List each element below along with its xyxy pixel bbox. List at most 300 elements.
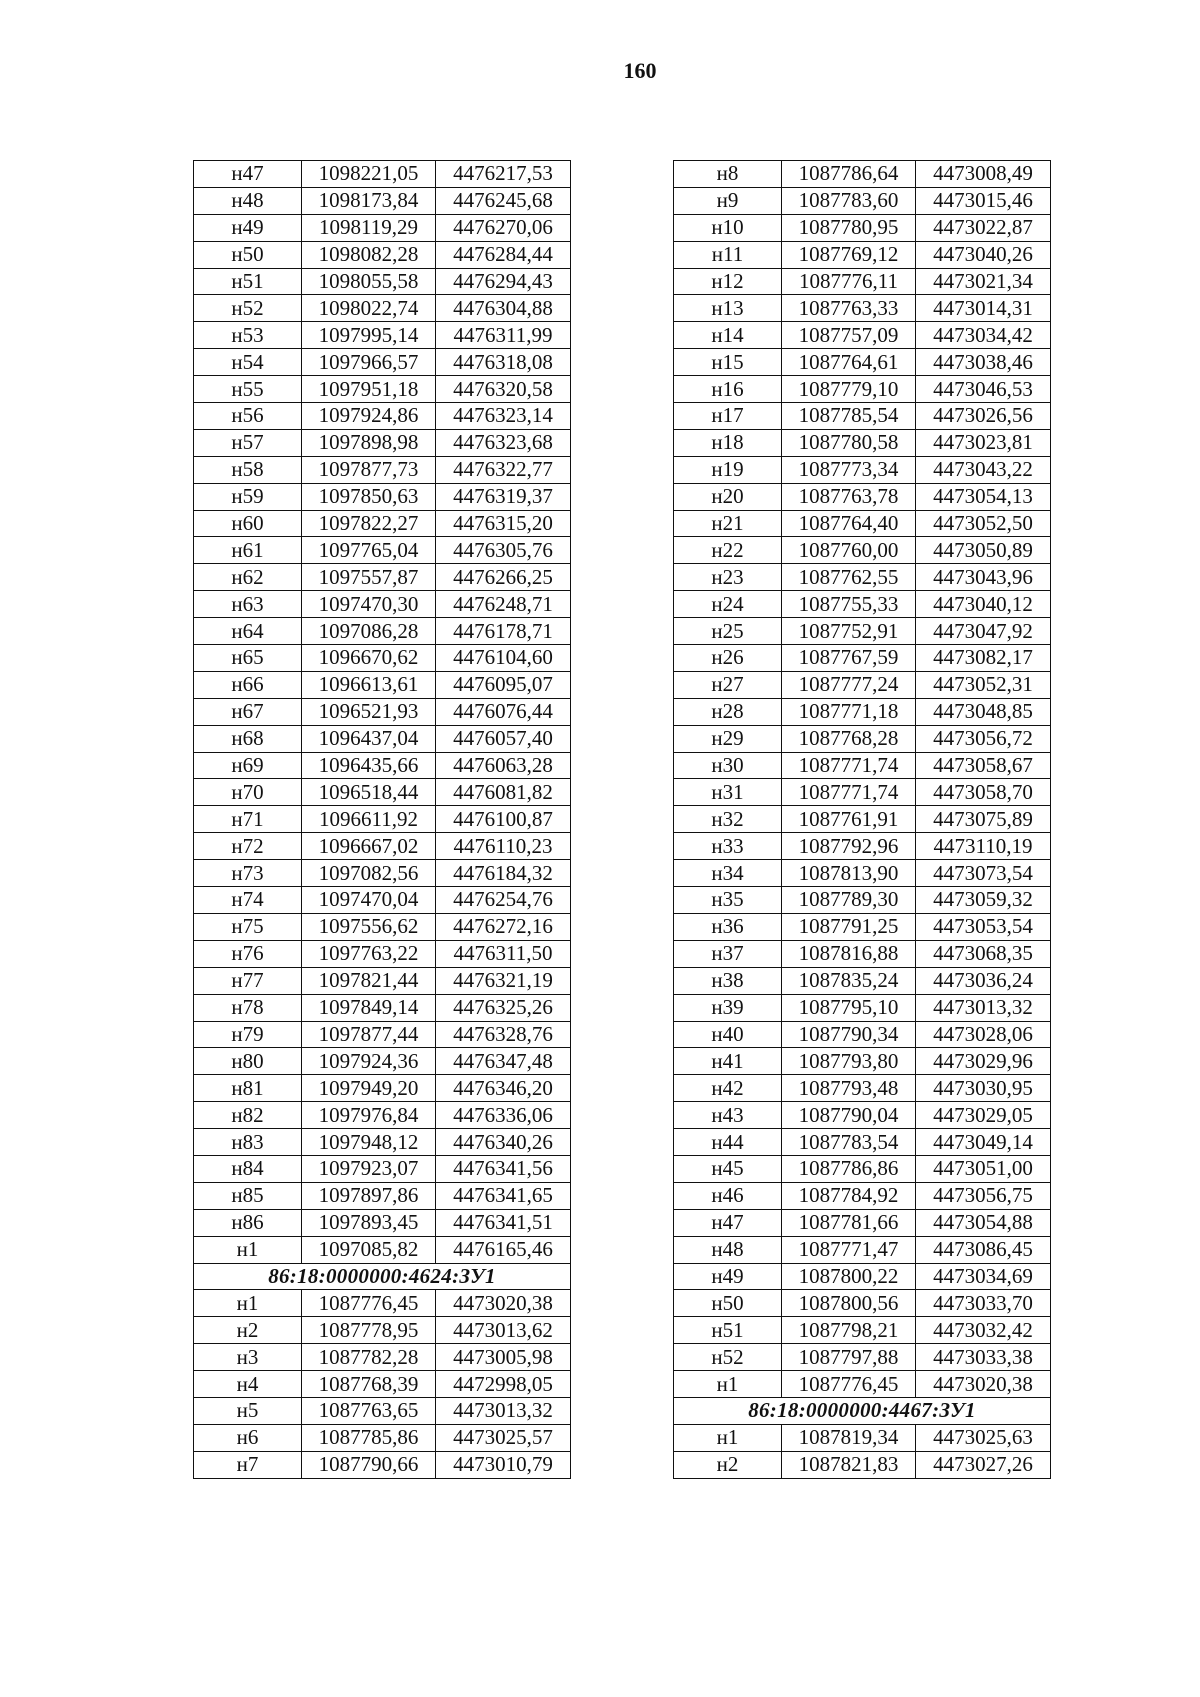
y-coordinate: 4473043,22 bbox=[916, 456, 1051, 483]
x-coordinate: 1087798,21 bbox=[782, 1317, 916, 1344]
x-coordinate: 1087763,65 bbox=[302, 1397, 436, 1424]
table-row bbox=[194, 1290, 571, 1317]
x-coordinate: 1087768,28 bbox=[782, 725, 916, 752]
point-label: н49 bbox=[194, 214, 302, 241]
x-coordinate: 1087769,12 bbox=[782, 241, 916, 268]
table-row bbox=[674, 671, 1051, 698]
table-row bbox=[194, 1397, 571, 1424]
point-label: н15 bbox=[674, 349, 782, 376]
table-row bbox=[674, 1102, 1051, 1129]
table-row bbox=[194, 1021, 571, 1048]
point-label: н57 bbox=[194, 429, 302, 456]
x-coordinate: 1097976,84 bbox=[302, 1102, 436, 1129]
x-coordinate: 1087771,47 bbox=[782, 1236, 916, 1263]
x-coordinate: 1087762,55 bbox=[782, 564, 916, 591]
table-row bbox=[674, 698, 1051, 725]
point-label: н17 bbox=[674, 403, 782, 430]
y-coordinate: 4473052,31 bbox=[916, 671, 1051, 698]
x-coordinate: 1087771,18 bbox=[782, 698, 916, 725]
y-coordinate: 4476318,08 bbox=[436, 349, 571, 376]
point-label: н7 bbox=[194, 1451, 302, 1478]
x-coordinate: 1087785,54 bbox=[782, 403, 916, 430]
x-coordinate: 1087784,92 bbox=[782, 1182, 916, 1209]
y-coordinate: 4473030,95 bbox=[916, 1075, 1051, 1102]
table-row bbox=[674, 752, 1051, 779]
table-row bbox=[674, 806, 1051, 833]
y-coordinate: 4473038,46 bbox=[916, 349, 1051, 376]
x-coordinate: 1098022,74 bbox=[302, 295, 436, 322]
y-coordinate: 4473050,89 bbox=[916, 537, 1051, 564]
y-coordinate: 4476319,37 bbox=[436, 483, 571, 510]
table-row bbox=[194, 349, 571, 376]
x-coordinate: 1087755,33 bbox=[782, 591, 916, 618]
y-coordinate: 4473054,13 bbox=[916, 483, 1051, 510]
point-label: н63 bbox=[194, 591, 302, 618]
y-coordinate: 4473053,54 bbox=[916, 913, 1051, 940]
x-coordinate: 1098221,05 bbox=[302, 161, 436, 188]
x-coordinate: 1096613,61 bbox=[302, 671, 436, 698]
x-coordinate: 1087764,61 bbox=[782, 349, 916, 376]
x-coordinate: 1087767,59 bbox=[782, 645, 916, 672]
table-row bbox=[194, 913, 571, 940]
y-coordinate: 4473036,24 bbox=[916, 967, 1051, 994]
y-coordinate: 4473075,89 bbox=[916, 806, 1051, 833]
x-coordinate: 1087771,74 bbox=[782, 752, 916, 779]
table-row bbox=[674, 187, 1051, 214]
x-coordinate: 1097557,87 bbox=[302, 564, 436, 591]
x-coordinate: 1087786,86 bbox=[782, 1155, 916, 1182]
table-row bbox=[674, 1048, 1051, 1075]
y-coordinate: 4476304,88 bbox=[436, 295, 571, 322]
point-label: н78 bbox=[194, 994, 302, 1021]
x-coordinate: 1087793,80 bbox=[782, 1048, 916, 1075]
table-row bbox=[674, 1236, 1051, 1263]
x-coordinate: 1087786,64 bbox=[782, 161, 916, 188]
point-label: н32 bbox=[674, 806, 782, 833]
point-label: н34 bbox=[674, 860, 782, 887]
x-coordinate: 1087771,74 bbox=[782, 779, 916, 806]
point-label: н23 bbox=[674, 564, 782, 591]
y-coordinate: 4473047,92 bbox=[916, 618, 1051, 645]
x-coordinate: 1097951,18 bbox=[302, 376, 436, 403]
x-coordinate: 1087792,96 bbox=[782, 833, 916, 860]
x-coordinate: 1087797,88 bbox=[782, 1344, 916, 1371]
point-label: н52 bbox=[194, 295, 302, 322]
table-row bbox=[674, 1021, 1051, 1048]
point-label: н43 bbox=[674, 1102, 782, 1129]
y-coordinate: 4476076,44 bbox=[436, 698, 571, 725]
table-row bbox=[194, 698, 571, 725]
point-label: н38 bbox=[674, 967, 782, 994]
x-coordinate: 1087783,54 bbox=[782, 1129, 916, 1156]
table-row bbox=[194, 1129, 571, 1156]
point-label: н33 bbox=[674, 833, 782, 860]
y-coordinate: 4473033,70 bbox=[916, 1290, 1051, 1317]
y-coordinate: 4476323,68 bbox=[436, 429, 571, 456]
y-coordinate: 4476254,76 bbox=[436, 887, 571, 914]
point-label: н39 bbox=[674, 994, 782, 1021]
x-coordinate: 1087764,40 bbox=[782, 510, 916, 537]
x-coordinate: 1097923,07 bbox=[302, 1155, 436, 1182]
table-row bbox=[194, 591, 571, 618]
x-coordinate: 1097949,20 bbox=[302, 1075, 436, 1102]
x-coordinate: 1096611,92 bbox=[302, 806, 436, 833]
table-row bbox=[194, 618, 571, 645]
y-coordinate: 4476095,07 bbox=[436, 671, 571, 698]
x-coordinate: 1097850,63 bbox=[302, 483, 436, 510]
table-row bbox=[674, 994, 1051, 1021]
table-row bbox=[194, 322, 571, 349]
x-coordinate: 1087793,48 bbox=[782, 1075, 916, 1102]
table-row bbox=[674, 1209, 1051, 1236]
table-row bbox=[674, 725, 1051, 752]
y-coordinate: 4476272,16 bbox=[436, 913, 571, 940]
point-label: н5 bbox=[194, 1397, 302, 1424]
table-row bbox=[194, 887, 571, 914]
point-label: н6 bbox=[194, 1424, 302, 1451]
table-row bbox=[194, 1209, 571, 1236]
y-coordinate: 4473058,67 bbox=[916, 752, 1051, 779]
cadastral-number: 86:18:0000000:4624:ЗУ1 bbox=[194, 1263, 571, 1290]
x-coordinate: 1097765,04 bbox=[302, 537, 436, 564]
x-coordinate: 1097877,73 bbox=[302, 456, 436, 483]
y-coordinate: 4473021,34 bbox=[916, 268, 1051, 295]
point-label: н13 bbox=[674, 295, 782, 322]
table-row bbox=[674, 591, 1051, 618]
x-coordinate: 1087780,95 bbox=[782, 214, 916, 241]
y-coordinate: 4476104,60 bbox=[436, 645, 571, 672]
x-coordinate: 1087768,39 bbox=[302, 1371, 436, 1398]
x-coordinate: 1096518,44 bbox=[302, 779, 436, 806]
table-row bbox=[674, 1263, 1051, 1290]
y-coordinate: 4473014,31 bbox=[916, 295, 1051, 322]
x-coordinate: 1087819,34 bbox=[782, 1424, 916, 1451]
y-coordinate: 4476063,28 bbox=[436, 752, 571, 779]
x-coordinate: 1087800,22 bbox=[782, 1263, 916, 1290]
point-label: н44 bbox=[674, 1129, 782, 1156]
table-row bbox=[674, 564, 1051, 591]
point-label: н45 bbox=[674, 1155, 782, 1182]
table-row bbox=[674, 1290, 1051, 1317]
table-row bbox=[194, 483, 571, 510]
x-coordinate: 1097086,28 bbox=[302, 618, 436, 645]
y-coordinate: 4473027,26 bbox=[916, 1451, 1051, 1478]
point-label: н8 bbox=[674, 161, 782, 188]
table-row bbox=[194, 967, 571, 994]
point-label: н82 bbox=[194, 1102, 302, 1129]
point-label: н36 bbox=[674, 913, 782, 940]
x-coordinate: 1087763,78 bbox=[782, 483, 916, 510]
table-row bbox=[194, 1424, 571, 1451]
table-row bbox=[194, 779, 571, 806]
y-coordinate: 4473025,63 bbox=[916, 1424, 1051, 1451]
point-label: н54 bbox=[194, 349, 302, 376]
point-label: н84 bbox=[194, 1155, 302, 1182]
point-label: н24 bbox=[674, 591, 782, 618]
y-coordinate: 4476266,25 bbox=[436, 564, 571, 591]
point-label: н74 bbox=[194, 887, 302, 914]
point-label: н20 bbox=[674, 483, 782, 510]
point-label: н51 bbox=[674, 1317, 782, 1344]
x-coordinate: 1087776,45 bbox=[782, 1371, 916, 1398]
table-row bbox=[674, 833, 1051, 860]
y-coordinate: 4476315,20 bbox=[436, 510, 571, 537]
table-row bbox=[674, 1075, 1051, 1102]
x-coordinate: 1087790,66 bbox=[302, 1451, 436, 1478]
point-label: н65 bbox=[194, 645, 302, 672]
y-coordinate: 4473022,87 bbox=[916, 214, 1051, 241]
point-label: н12 bbox=[674, 268, 782, 295]
y-coordinate: 4473010,79 bbox=[436, 1451, 571, 1478]
point-label: н79 bbox=[194, 1021, 302, 1048]
point-label: н86 bbox=[194, 1209, 302, 1236]
point-label: н40 bbox=[674, 1021, 782, 1048]
x-coordinate: 1097924,86 bbox=[302, 403, 436, 430]
table-row bbox=[674, 268, 1051, 295]
y-coordinate: 4476110,23 bbox=[436, 833, 571, 860]
x-coordinate: 1087773,34 bbox=[782, 456, 916, 483]
table-row bbox=[194, 833, 571, 860]
point-label: н26 bbox=[674, 645, 782, 672]
x-coordinate: 1087781,66 bbox=[782, 1209, 916, 1236]
y-coordinate: 4473040,12 bbox=[916, 591, 1051, 618]
table-row bbox=[674, 940, 1051, 967]
point-label: н59 bbox=[194, 483, 302, 510]
point-label: н2 bbox=[194, 1317, 302, 1344]
x-coordinate: 1097897,86 bbox=[302, 1182, 436, 1209]
y-coordinate: 4473015,46 bbox=[916, 187, 1051, 214]
x-coordinate: 1097821,44 bbox=[302, 967, 436, 994]
table-row bbox=[194, 1182, 571, 1209]
x-coordinate: 1097924,36 bbox=[302, 1048, 436, 1075]
point-label: н61 bbox=[194, 537, 302, 564]
point-label: н14 bbox=[674, 322, 782, 349]
table-row bbox=[674, 779, 1051, 806]
point-label: н50 bbox=[194, 241, 302, 268]
point-label: н18 bbox=[674, 429, 782, 456]
x-coordinate: 1087800,56 bbox=[782, 1290, 916, 1317]
y-coordinate: 4473029,05 bbox=[916, 1102, 1051, 1129]
table-row bbox=[674, 1451, 1051, 1478]
table-row bbox=[194, 806, 571, 833]
x-coordinate: 1087795,10 bbox=[782, 994, 916, 1021]
table-row bbox=[194, 376, 571, 403]
x-coordinate: 1097470,30 bbox=[302, 591, 436, 618]
y-coordinate: 4476341,56 bbox=[436, 1155, 571, 1182]
point-label: н76 bbox=[194, 940, 302, 967]
y-coordinate: 4473046,53 bbox=[916, 376, 1051, 403]
point-label: н70 bbox=[194, 779, 302, 806]
table-row bbox=[674, 537, 1051, 564]
y-coordinate: 4476320,58 bbox=[436, 376, 571, 403]
point-label: н47 bbox=[674, 1209, 782, 1236]
y-coordinate: 4473082,17 bbox=[916, 645, 1051, 672]
x-coordinate: 1087790,04 bbox=[782, 1102, 916, 1129]
cadastral-number: 86:18:0000000:4467:ЗУ1 bbox=[674, 1397, 1051, 1424]
point-label: н1 bbox=[194, 1236, 302, 1263]
y-coordinate: 4476081,82 bbox=[436, 779, 571, 806]
x-coordinate: 1087785,86 bbox=[302, 1424, 436, 1451]
y-coordinate: 4473028,06 bbox=[916, 1021, 1051, 1048]
point-label: н81 bbox=[194, 1075, 302, 1102]
y-coordinate: 4473005,98 bbox=[436, 1344, 571, 1371]
y-coordinate: 4476248,71 bbox=[436, 591, 571, 618]
table-row bbox=[194, 725, 571, 752]
point-label: н1 bbox=[194, 1290, 302, 1317]
y-coordinate: 4476270,06 bbox=[436, 214, 571, 241]
table-row bbox=[674, 214, 1051, 241]
table-row bbox=[194, 1236, 571, 1263]
y-coordinate: 4476322,77 bbox=[436, 456, 571, 483]
point-label: н42 bbox=[674, 1075, 782, 1102]
point-label: н55 bbox=[194, 376, 302, 403]
table-row bbox=[674, 376, 1051, 403]
x-coordinate: 1096521,93 bbox=[302, 698, 436, 725]
table-row bbox=[194, 403, 571, 430]
point-label: н53 bbox=[194, 322, 302, 349]
point-label: н68 bbox=[194, 725, 302, 752]
x-coordinate: 1087821,83 bbox=[782, 1451, 916, 1478]
table-row bbox=[194, 429, 571, 456]
y-coordinate: 4473008,49 bbox=[916, 161, 1051, 188]
y-coordinate: 4476305,76 bbox=[436, 537, 571, 564]
x-coordinate: 1098173,84 bbox=[302, 187, 436, 214]
x-coordinate: 1096667,02 bbox=[302, 833, 436, 860]
table-row bbox=[194, 1048, 571, 1075]
y-coordinate: 4476165,46 bbox=[436, 1236, 571, 1263]
table-row bbox=[194, 537, 571, 564]
table-row bbox=[194, 994, 571, 1021]
point-label: н71 bbox=[194, 806, 302, 833]
x-coordinate: 1097995,14 bbox=[302, 322, 436, 349]
y-coordinate: 4476325,26 bbox=[436, 994, 571, 1021]
table-row bbox=[674, 349, 1051, 376]
point-label: н29 bbox=[674, 725, 782, 752]
y-coordinate: 4476178,71 bbox=[436, 618, 571, 645]
table-row bbox=[194, 645, 571, 672]
y-coordinate: 4473073,54 bbox=[916, 860, 1051, 887]
point-label: н21 bbox=[674, 510, 782, 537]
table-row bbox=[674, 161, 1051, 188]
point-label: н28 bbox=[674, 698, 782, 725]
y-coordinate: 4476217,53 bbox=[436, 161, 571, 188]
point-label: н72 bbox=[194, 833, 302, 860]
table-row bbox=[194, 860, 571, 887]
x-coordinate: 1097898,98 bbox=[302, 429, 436, 456]
y-coordinate: 4476184,32 bbox=[436, 860, 571, 887]
point-label: н46 bbox=[674, 1182, 782, 1209]
point-label: н67 bbox=[194, 698, 302, 725]
point-label: н1 bbox=[674, 1371, 782, 1398]
x-coordinate: 1087778,95 bbox=[302, 1317, 436, 1344]
point-label: н56 bbox=[194, 403, 302, 430]
x-coordinate: 1096435,66 bbox=[302, 752, 436, 779]
table-row bbox=[674, 429, 1051, 456]
table-row bbox=[674, 456, 1051, 483]
point-label: н80 bbox=[194, 1048, 302, 1075]
table-row bbox=[674, 241, 1051, 268]
table-row bbox=[674, 913, 1051, 940]
point-label: н69 bbox=[194, 752, 302, 779]
y-coordinate: 4476245,68 bbox=[436, 187, 571, 214]
x-coordinate: 1087783,60 bbox=[782, 187, 916, 214]
table-row bbox=[674, 887, 1051, 914]
x-coordinate: 1087813,90 bbox=[782, 860, 916, 887]
x-coordinate: 1096437,04 bbox=[302, 725, 436, 752]
point-label: н75 bbox=[194, 913, 302, 940]
y-coordinate: 4473086,45 bbox=[916, 1236, 1051, 1263]
x-coordinate: 1097082,56 bbox=[302, 860, 436, 887]
point-label: н58 bbox=[194, 456, 302, 483]
point-label: н22 bbox=[674, 537, 782, 564]
table-row bbox=[674, 295, 1051, 322]
y-coordinate: 4476100,87 bbox=[436, 806, 571, 833]
y-coordinate: 4473032,42 bbox=[916, 1317, 1051, 1344]
x-coordinate: 1087791,25 bbox=[782, 913, 916, 940]
x-coordinate: 1097085,82 bbox=[302, 1236, 436, 1263]
y-coordinate: 4476341,51 bbox=[436, 1209, 571, 1236]
point-label: н27 bbox=[674, 671, 782, 698]
x-coordinate: 1087782,28 bbox=[302, 1344, 436, 1371]
y-coordinate: 4473023,81 bbox=[916, 429, 1051, 456]
table-row bbox=[674, 1317, 1051, 1344]
table-row bbox=[194, 1075, 571, 1102]
x-coordinate: 1087835,24 bbox=[782, 967, 916, 994]
point-label: н85 bbox=[194, 1182, 302, 1209]
point-label: н83 bbox=[194, 1129, 302, 1156]
point-label: н41 bbox=[674, 1048, 782, 1075]
x-coordinate: 1087752,91 bbox=[782, 618, 916, 645]
y-coordinate: 4473110,19 bbox=[916, 833, 1051, 860]
table-row bbox=[194, 1317, 571, 1344]
y-coordinate: 4473013,62 bbox=[436, 1317, 571, 1344]
y-coordinate: 4476311,50 bbox=[436, 940, 571, 967]
table-row bbox=[194, 1102, 571, 1129]
point-label: н31 bbox=[674, 779, 782, 806]
coordinates-table-left bbox=[193, 160, 571, 1479]
y-coordinate: 4473040,26 bbox=[916, 241, 1051, 268]
y-coordinate: 4476284,44 bbox=[436, 241, 571, 268]
table-row bbox=[194, 241, 571, 268]
point-label: н60 bbox=[194, 510, 302, 537]
point-label: н66 bbox=[194, 671, 302, 698]
y-coordinate: 4473020,38 bbox=[436, 1290, 571, 1317]
point-label: н19 bbox=[674, 456, 782, 483]
table-row bbox=[194, 940, 571, 967]
x-coordinate: 1087757,09 bbox=[782, 322, 916, 349]
y-coordinate: 4473048,85 bbox=[916, 698, 1051, 725]
y-coordinate: 4476294,43 bbox=[436, 268, 571, 295]
y-coordinate: 4473026,56 bbox=[916, 403, 1051, 430]
table-row bbox=[674, 510, 1051, 537]
y-coordinate: 4476346,20 bbox=[436, 1075, 571, 1102]
x-coordinate: 1097556,62 bbox=[302, 913, 436, 940]
x-coordinate: 1098119,29 bbox=[302, 214, 436, 241]
y-coordinate: 4473056,75 bbox=[916, 1182, 1051, 1209]
table-row bbox=[194, 187, 571, 214]
page-number: 160 bbox=[623, 58, 657, 83]
y-coordinate: 4473013,32 bbox=[436, 1397, 571, 1424]
y-coordinate: 4476321,19 bbox=[436, 967, 571, 994]
table-row bbox=[674, 1371, 1051, 1398]
point-label: н1 bbox=[674, 1424, 782, 1451]
x-coordinate: 1087779,10 bbox=[782, 376, 916, 403]
point-label: н30 bbox=[674, 752, 782, 779]
point-label: н47 bbox=[194, 161, 302, 188]
y-coordinate: 4473033,38 bbox=[916, 1344, 1051, 1371]
point-label: н52 bbox=[674, 1344, 782, 1371]
x-coordinate: 1097470,04 bbox=[302, 887, 436, 914]
